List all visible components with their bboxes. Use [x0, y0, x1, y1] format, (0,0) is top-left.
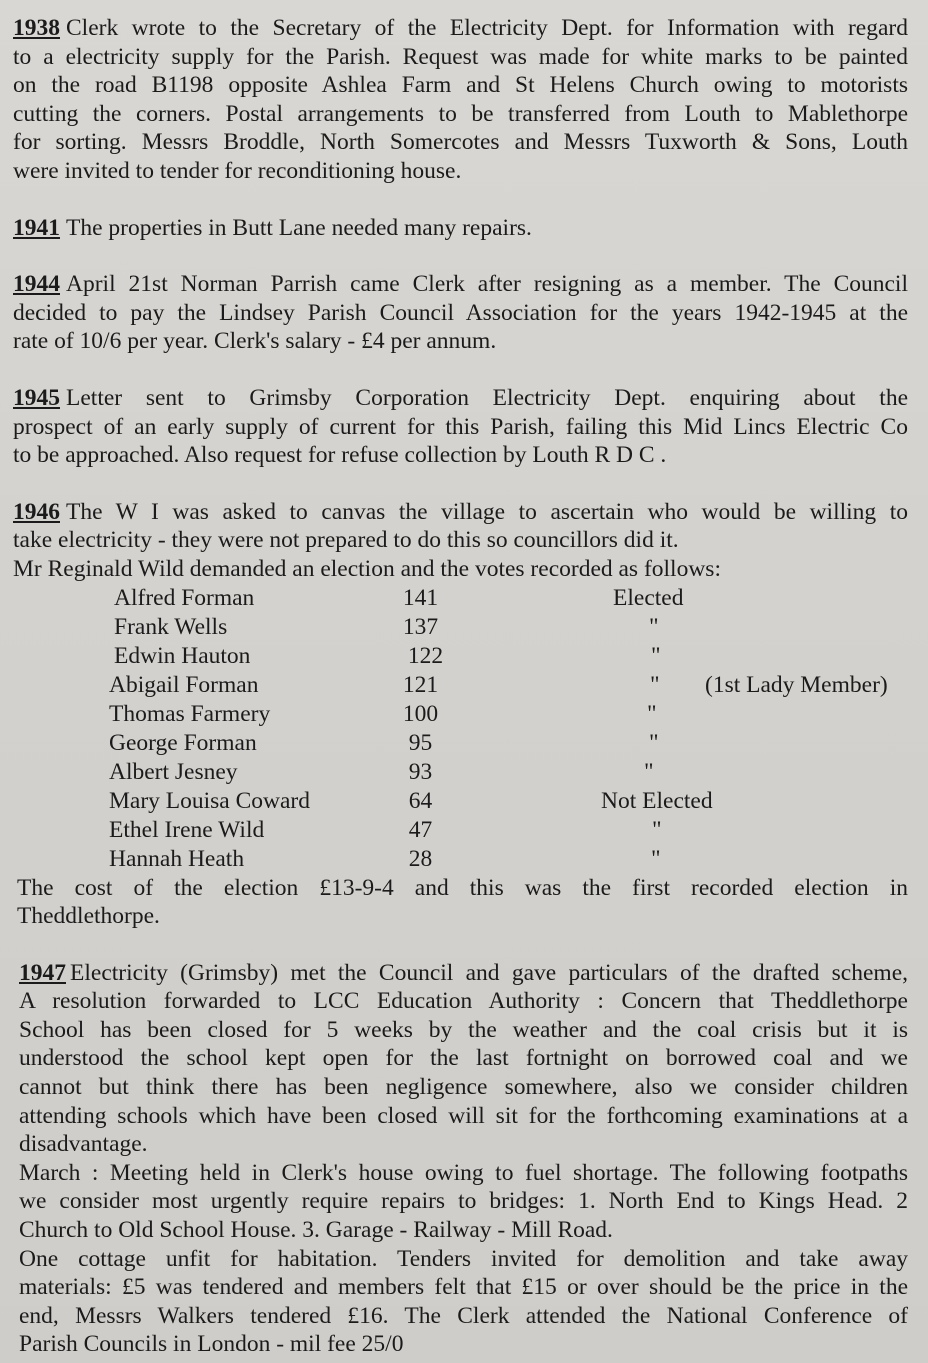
- entry-line: end, Messrs Walkers tendered £16. The Clerk attended the National Conference of: [19, 1302, 908, 1329]
- vote-count: 95: [408, 729, 433, 756]
- entry-line: Church to Old School House. 3. Garage - Railway - Mill Road.: [19, 1217, 613, 1244]
- vote-note: (1st Lady Member): [705, 671, 888, 698]
- candidate-name: Ethel Irene Wild: [109, 816, 265, 843]
- year-1941: 1941: [13, 214, 60, 241]
- year-1938: 1938: [13, 15, 60, 41]
- vote-result: ": [650, 671, 660, 698]
- entry-line: understood the school kept open for the last fortnight on borrowed coal and we: [19, 1045, 908, 1072]
- candidate-name: Alfred Forman: [114, 584, 255, 611]
- candidate-name: George Forman: [109, 729, 257, 756]
- entry-line: to a electricity supply for the Parish. Request was made for white marks to be painted: [13, 43, 908, 70]
- entry-line: to be approached. Also request for refuse collection by Louth R D C .: [13, 442, 667, 469]
- year-1947: 1947: [19, 959, 66, 986]
- entry-line: prospect of an early supply of current for this Parish, failing this Mid Lincs Electric Co: [13, 413, 908, 440]
- vote-row: [13, 787, 908, 816]
- candidate-name: Abigail Forman: [109, 671, 259, 698]
- vote-row: [13, 584, 908, 613]
- vote-result: ": [647, 700, 657, 727]
- entry-line: cannot but think there has been negligence somewhere, also we consider children: [19, 1074, 908, 1101]
- entry-line: March : Meeting held in Clerk's house owing to fuel shortage. The following footpaths: [19, 1159, 908, 1186]
- entry-line: April 21st Norman Parrish came Clerk after resigning as a member. The Council: [66, 271, 908, 298]
- entry-line: A resolution forwarded to LCC Education Authority : Concern that Theddlethorpe: [19, 988, 908, 1015]
- vote-count: 28: [408, 845, 433, 872]
- entry-line: cutting the corners. Postal arrangements to be transferred from Louth to Mablethorpe: [13, 100, 908, 127]
- entry-line: disadvantage.: [19, 1131, 148, 1158]
- entry-1944: [13, 270, 908, 356]
- election-results: [13, 584, 908, 874]
- entry-line: we consider most urgently require repairs to bridges: 1. North End to Kings Head. 2: [19, 1188, 908, 1215]
- vote-count: 137: [402, 613, 439, 640]
- entry-line: materials: £5 was tendered and members felt that £15 or over should be the price in the: [19, 1274, 908, 1301]
- vote-row: [13, 700, 908, 729]
- entry-line: The W I was asked to canvas the village to ascertain who would be willing to: [66, 498, 908, 525]
- year-1944: 1944: [13, 271, 60, 298]
- year-1946: 1946: [13, 498, 60, 525]
- vote-row: [13, 729, 908, 758]
- entry-line: The properties in Butt Lane needed many repairs.: [66, 214, 532, 241]
- entry-line: decided to pay the Lindsey Parish Council Association for the years 1942-1945 at the: [13, 299, 908, 326]
- entry-1938: [13, 14, 908, 186]
- candidate-name: Hannah Heath: [109, 845, 245, 872]
- vote-result: ": [651, 642, 661, 669]
- vote-row: [13, 816, 908, 845]
- candidate-name: Mary Louisa Coward: [109, 787, 311, 814]
- vote-result: Elected: [613, 584, 684, 611]
- vote-result: ": [649, 613, 659, 640]
- vote-result: ": [649, 729, 659, 756]
- vote-result: ": [652, 816, 662, 843]
- vote-count: 141: [402, 584, 439, 611]
- vote-count: 47: [408, 816, 433, 843]
- entry-line: Electricity (Grimsby) met the Council and gave particulars of the drafted scheme,: [70, 959, 908, 986]
- candidate-name: Frank Wells: [114, 613, 228, 640]
- year-1945: 1945: [13, 384, 60, 411]
- entry-line: rate of 10/6 per year. Clerk's salary - £4 per annum.: [13, 328, 497, 355]
- vote-count: 122: [407, 642, 444, 669]
- entry-line: on the road B1198 opposite Ashlea Farm and St Helens Church owing to motorists: [13, 72, 908, 99]
- entry-line: Theddlethorpe.: [17, 903, 160, 930]
- candidate-name: Albert Jesney: [109, 758, 238, 785]
- entry-line: Letter sent to Grimsby Corporation Electricity Dept. enquiring about the: [66, 384, 908, 411]
- vote-count: 93: [408, 758, 433, 785]
- entry-line: were invited to tender for reconditioning house.: [13, 157, 462, 184]
- vote-row: [13, 613, 908, 642]
- entry-1947: [13, 959, 908, 1359]
- entry-line: Clerk wrote to the Secretary of the Electricity Dept. for Information with regard: [66, 15, 908, 41]
- vote-row: [13, 671, 908, 700]
- entry-line: Parish Councils in London - mil fee 25/0: [19, 1331, 404, 1358]
- entry-line: for sorting. Messrs Broddle, North Somercotes and Messrs Tuxworth & Sons, Louth: [13, 129, 908, 156]
- entry-line: take electricity - they were not prepared to do this so councillors did it.: [13, 527, 679, 554]
- vote-row: [13, 845, 908, 874]
- entry-1946: [13, 498, 908, 931]
- vote-result: ": [651, 845, 661, 872]
- vote-row: [13, 758, 908, 787]
- vote-result: ": [644, 758, 654, 785]
- entry-1945: [13, 384, 908, 470]
- entry-line: School has been closed for 5 weeks by the weather and the coal crisis but it is: [19, 1016, 908, 1043]
- vote-row: [13, 642, 908, 671]
- vote-count: 121: [402, 671, 439, 698]
- entry-line: attending schools which have been closed will sit for the forthcoming examinations at a: [19, 1102, 908, 1129]
- candidate-name: Thomas Farmery: [109, 700, 271, 727]
- candidate-name: Edwin Hauton: [114, 642, 251, 669]
- entry-line: One cottage unfit for habitation. Tenders invited for demolition and take away: [19, 1245, 908, 1272]
- entry-1941: [13, 214, 908, 243]
- vote-count: 100: [402, 700, 439, 727]
- vote-result: Not Elected: [601, 787, 713, 814]
- entry-line: Mr Reginald Wild demanded an election and the votes recorded as follows:: [13, 555, 721, 582]
- vote-count: 64: [408, 787, 433, 814]
- entry-line: The cost of the election £13-9-4 and this was the first recorded election in: [17, 874, 908, 901]
